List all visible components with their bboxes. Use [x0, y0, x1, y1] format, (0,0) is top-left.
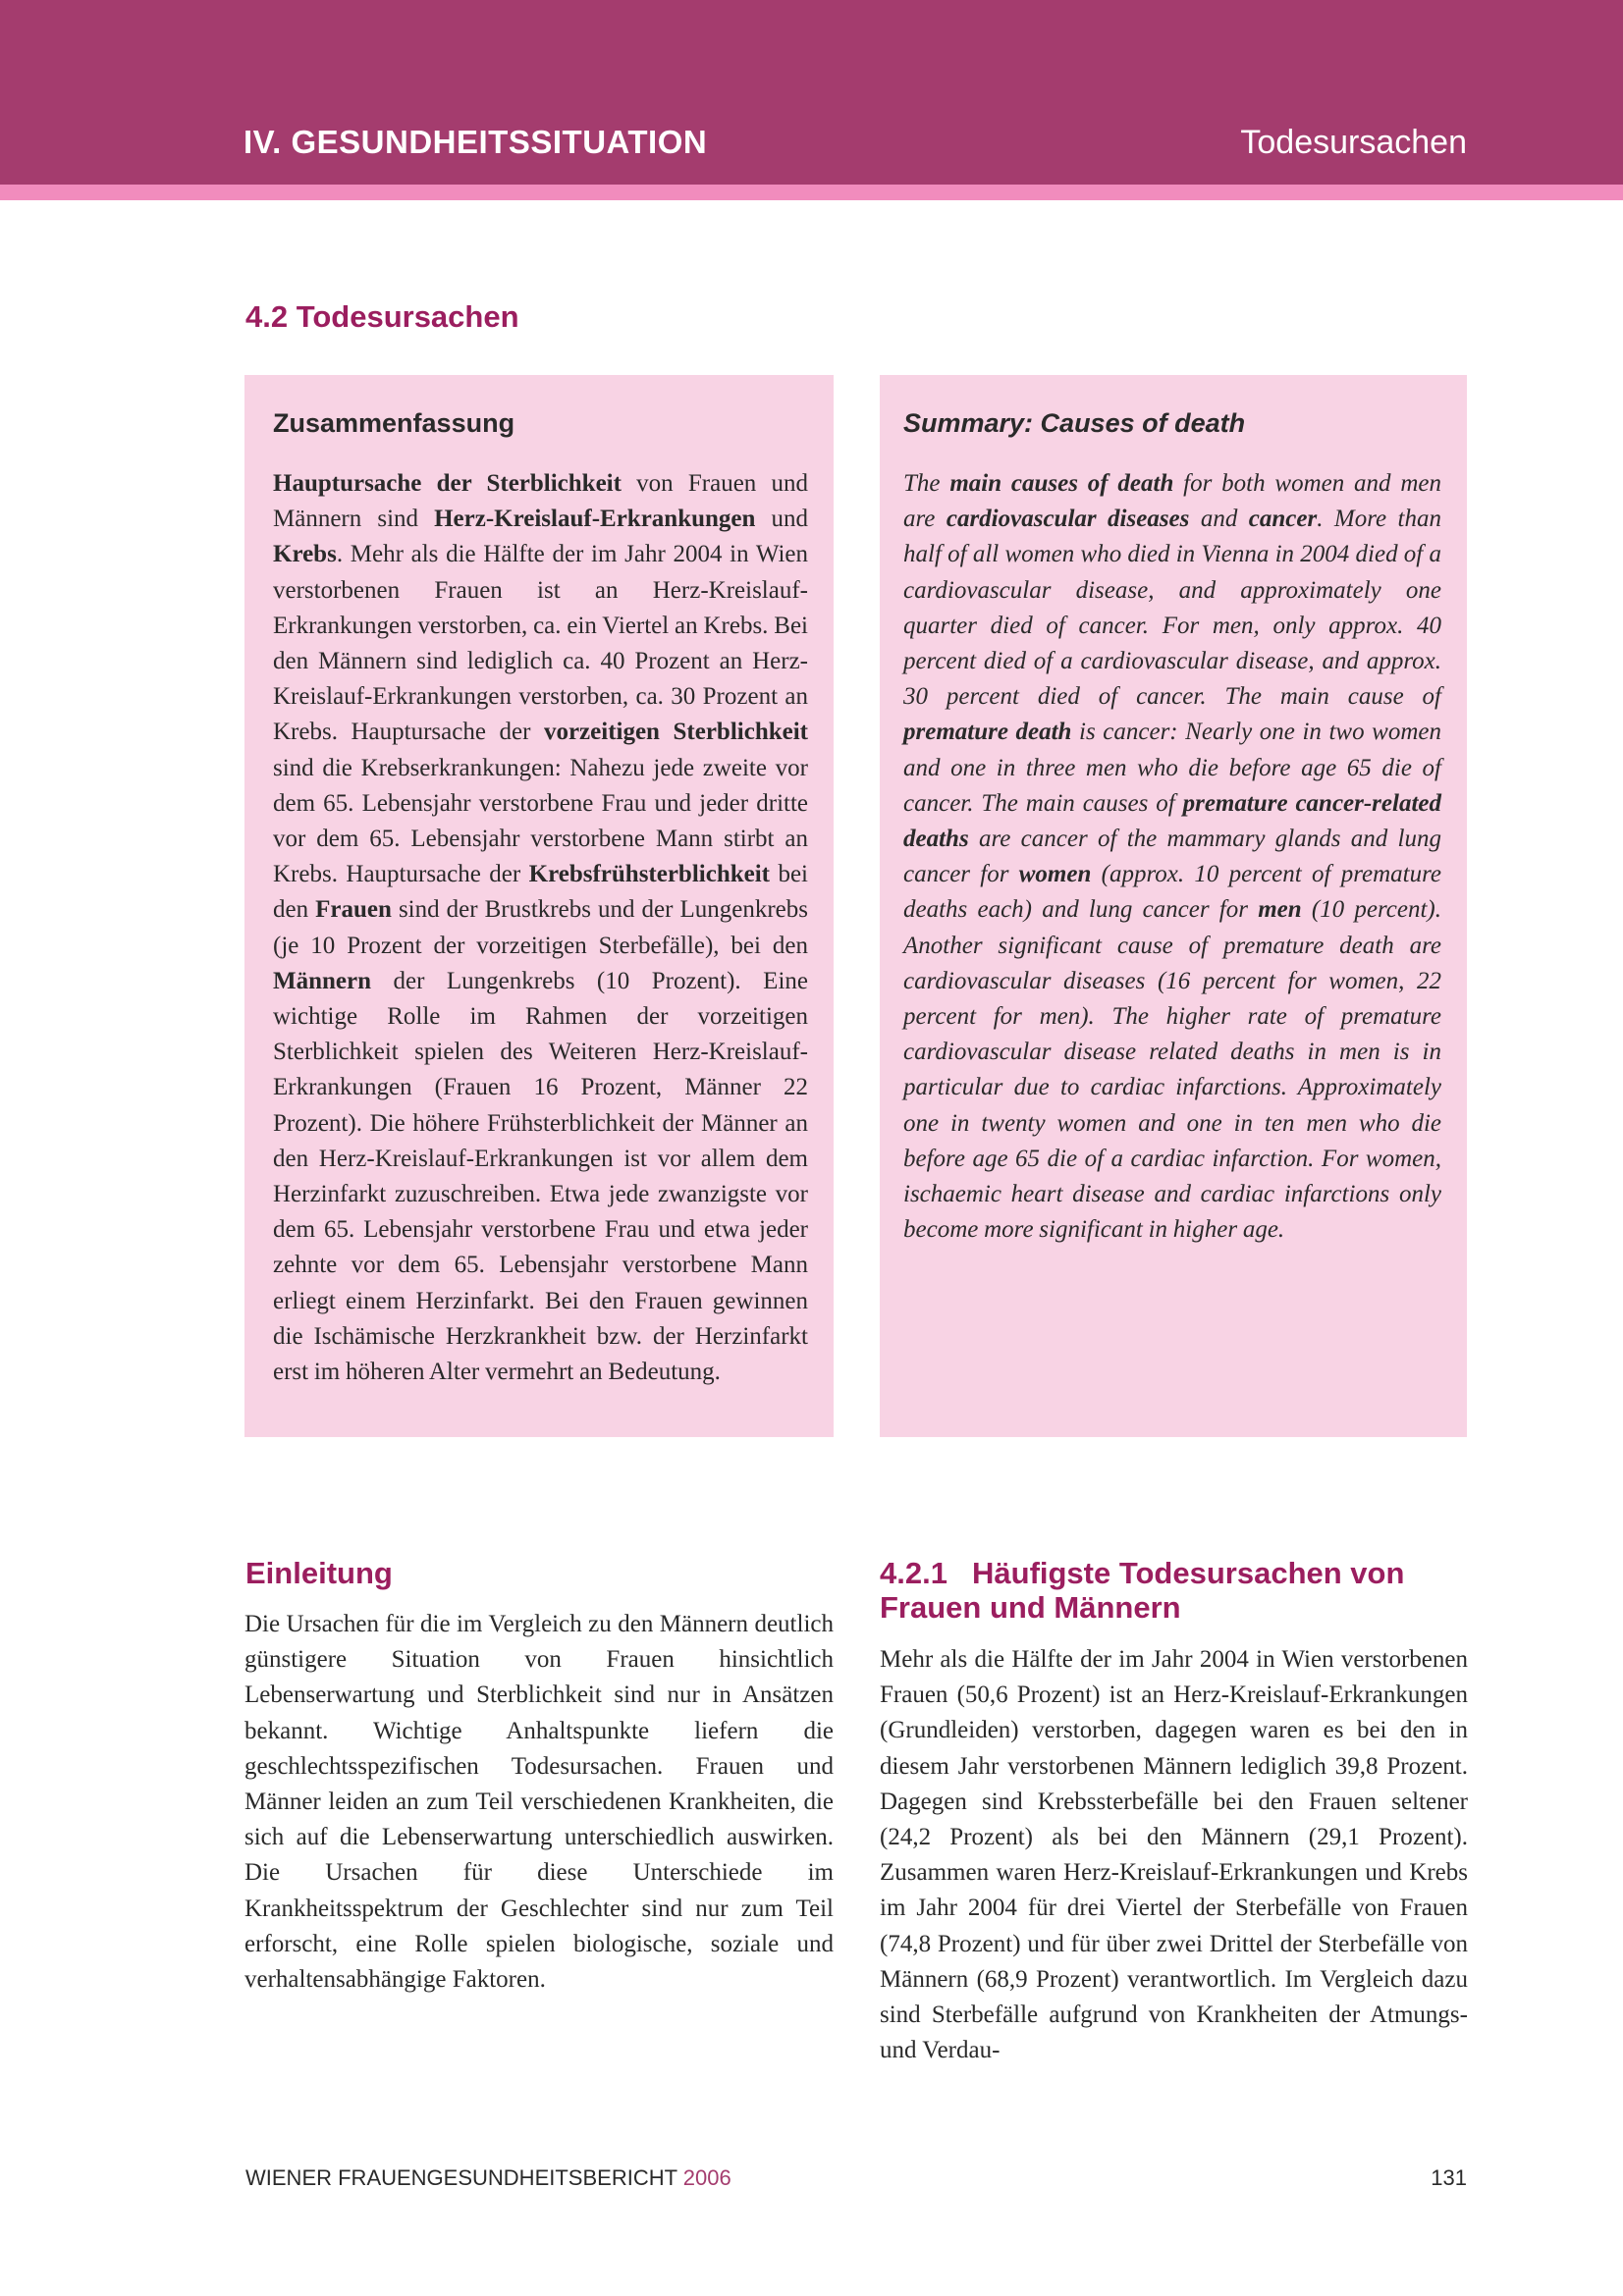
header-stripe [0, 185, 1623, 200]
summary-de-segment: Männern [273, 967, 371, 994]
summary-en-segment: The [903, 470, 950, 497]
summary-de-segment: Hauptursache der Sterblichkeit [273, 470, 622, 497]
summary-title-german: Zusammenfassung [273, 408, 515, 438]
summary-en-segment: . More than half of all women who died in Vienna in 2004 died of a cardiovascular disease, and approximately one quarter died of cancer. For men, only approx. 40 percent died of a cardiovascular disease, and approx. 30 percent died of cancer. The main cause of [903, 506, 1442, 711]
summary-text-german [273, 466, 808, 1390]
summary-en-segment: (approx. 10 percent of premature deaths each) and lung cancer for [903, 861, 1441, 924]
summary-en-segment: premature cancer-related deaths [903, 789, 1441, 853]
summary-en-segment: (10 percent). Another significant cause of premature death are cardiovascular diseases (16 percent for women, 22 percent for men). The higher rate of premature cardiovascular disease related deaths in men is in particular due to cardiac infarctions. Approximately one in twenty women and one in ten men who die before age 65 die of a cardiac infarction. For women, ischaemic heart disease and cardiac infarctions only become more significant in higher age. [903, 896, 1441, 1244]
summary-de-segment: und [755, 506, 809, 533]
section-heading: 4.2 Todesursachen [245, 299, 519, 334]
intro-text: Die Ursachen für die im Vergleich zu den Männern deutlich günstigere Situation von Frauen hinsichtlich Lebenserwartung und Sterblichkeit sind nur in Ansätzen bekannt. Wichtige Anhaltspunkte liefern die geschlechtsspezifischen Todesursachen. Frauen und Männer leiden an zum Teil verschiedenen Krankheiten, die sich auf die Lebenserwartung unterschiedlich auswirken. Die Ursachen für diese Unterschiede im Krankheitsspektrum der Geschlechter sind nur zum Teil erforscht, eine Rolle spielen biologische, soziale und verhaltensabhängige Faktoren. [244, 1611, 834, 1994]
summary-en-segment: cardiovascular diseases [946, 506, 1190, 533]
footer-title: WIENER FRAUENGESUNDHEITSBERICHT [245, 2165, 677, 2190]
summary-de-segment: der Lungenkrebs (10 Prozent). Eine wichtige Rolle im Rahmen der vorzeitigen Sterblichkeit spielen des Weiteren Herz-Kreislauf-Erkrankungen (Frauen 16 Prozent, Männer 22 Prozent). Die höhere Frühsterblichkeit der Männer an den Herz-Kreislauf-Erkrankungen ist vor allem dem Herzinfarkt zuzuschreiben. Etwa jede zwanzigste vor dem 65. Lebensjahr verstorbene Frau und etwa jeder zehnte vor dem 65. Lebensjahr verstorbene Mann erliegt einem Herzinfarkt. Bei den Frauen gewinnen die Ischämische Herzkrankheit bzw. der Herzinfarkt erst im höheren Alter vermehrt an Bedeutung. [273, 967, 808, 1386]
footer-year: 2006 [682, 2165, 731, 2190]
summary-de-segment: von Frauen und Männern sind [273, 470, 808, 533]
summary-en-segment: women [1018, 861, 1092, 888]
summary-de-segment: Frauen [315, 896, 392, 924]
summary-de-segment: . Mehr als die Hälfte der im Jahr 2004 in Wien verstorbenen Frauen ist an Herz-Kreislauf-Erkrankungen verstorben, ca. ein Viertel an Krebs. Bei den Männern sind lediglich ca. 40 Prozent an Herz-Kreislauf-Erkrankungen verstorben, ca. 30 Prozent an Krebs. Hauptursache der [273, 541, 808, 746]
summary-en-segment: main causes of death [949, 470, 1174, 497]
page-number: 131 [1431, 2165, 1467, 2190]
summary-text-english [903, 466, 1441, 1248]
summary-de-segment: vorzeitigen Sterblichkeit [543, 719, 808, 746]
chapter-title: IV. GESUNDHEITSSITUATION [243, 124, 708, 160]
subsection-heading [880, 1556, 1469, 1625]
subsection-number: 4.2.1 [880, 1556, 947, 1590]
summary-de-segment: Krebsfrühsterblichkeit [528, 861, 771, 888]
summary-de-segment: Krebs [273, 541, 337, 568]
subsection-title: Häufigste Todesursachen von Frauen und Männern [880, 1556, 1405, 1625]
summary-de-segment: sind die Krebserkrankungen: Nahezu jede zweite vor dem 65. Lebensjahr verstorbene Frau und jeder dritte vor dem 65. Lebensjahr verstorbene Mann stirbt an Krebs. Hauptursache der [273, 754, 808, 888]
summary-box-english [880, 375, 1467, 1437]
summary-de-segment: Herz-Kreislauf-Erkrankungen [434, 506, 756, 533]
summary-box-german [244, 375, 834, 1437]
summary-en-segment: are cancer of the mammary glands and lung cancer for [903, 826, 1441, 888]
summary-de-segment: sind der Brustkrebs und der Lungenkrebs (je 10 Prozent der vorzeitigen Sterbefälle), bei den [273, 896, 808, 959]
summary-en-segment: and [1189, 506, 1249, 533]
subsection-text: Mehr als die Hälfte der im Jahr 2004 in Wien verstorbenen Frauen (50,6 Prozent) ist an Herz-Kreislauf-Erkrankungen (Grundleiden) verstorben, dagegen waren es bei den in diesem Jahr verstorbenen Männern lediglich 39,8 Prozent. Dagegen sind Krebssterbefälle bei den Frauen seltener (24,2 Prozent) als bei den Männern (29,1 Prozent). Zusammen waren Herz-Kreislauf-Erkrankungen und Krebs im Jahr 2004 für drei Viertel der Sterbefälle von Frauen (74,8 Prozent) und für über zwei Drittel der Sterbefälle von Männern (68,9 Prozent) verantwortlich. Im Vergleich dazu sind Sterbefälle aufgrund von Krankheiten der Atmungs- und Verdau- [880, 1646, 1468, 2064]
summary-en-segment: cancer [1248, 506, 1318, 533]
header-topic: Todesursachen [1240, 124, 1467, 161]
summary-en-segment: for both women and men are [903, 470, 1441, 533]
footer-publication [245, 2165, 731, 2191]
intro-heading: Einleitung [245, 1556, 393, 1590]
summary-en-segment: is cancer: Nearly one in two women and one in three men who die before age 65 die of cancer. The main causes of [903, 719, 1441, 817]
summary-de-segment: bei den [273, 861, 808, 924]
summary-en-segment: men [1258, 896, 1302, 924]
summary-title-english: Summary: Causes of death [903, 408, 1246, 438]
summary-en-segment: premature death [903, 719, 1072, 746]
